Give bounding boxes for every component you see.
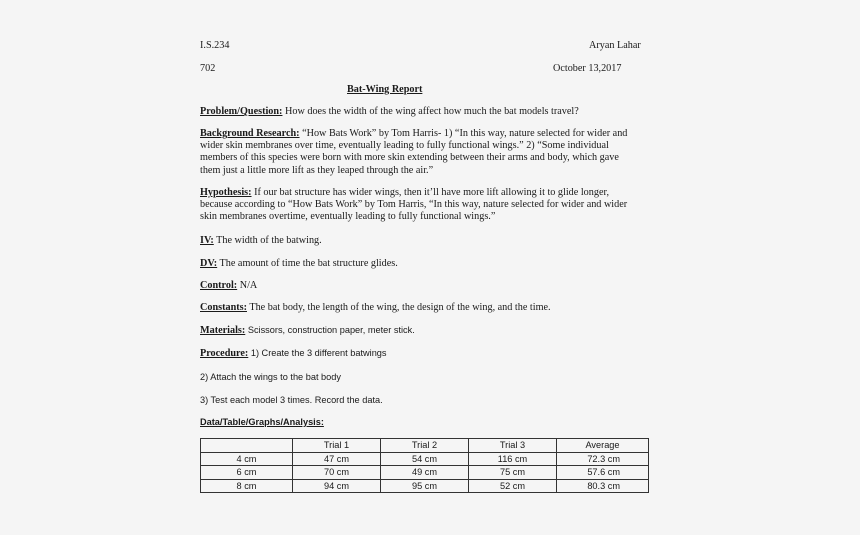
dv-text: The amount of time the bat structure glides. xyxy=(217,258,398,269)
section-number: 702 xyxy=(200,63,216,74)
constants-label: Constants: xyxy=(200,302,247,313)
iv-label: IV: xyxy=(200,235,214,246)
table-cell: 80.3 cm xyxy=(557,479,649,493)
course-code: I.S.234 xyxy=(200,40,230,51)
background-section xyxy=(200,128,660,177)
control-text: N/A xyxy=(237,280,258,291)
problem-label: Problem/Question: xyxy=(200,106,283,117)
hypothesis-label: Hypothesis: xyxy=(200,187,252,198)
procedure-step: 1) Create the 3 different batwings xyxy=(248,348,387,358)
background-line: them just a little more lift as they leaped through the air.” xyxy=(200,164,434,176)
iv-text: The width of the batwing. xyxy=(213,235,322,246)
dv-section xyxy=(200,258,660,270)
table-cell: 94 cm xyxy=(293,479,381,493)
background-line: members of this species were born with more skin extending between their arms and body, which gave xyxy=(200,152,619,164)
table-cell: 4 cm xyxy=(201,452,293,466)
table-cell: 54 cm xyxy=(381,452,469,466)
author-name: Aryan Lahar xyxy=(589,40,641,51)
table-cell: 6 cm xyxy=(201,466,293,480)
header-cell: Trial 3 xyxy=(469,439,557,453)
constants-text: The bat body, the length of the wing, the design of the wing, and the time. xyxy=(246,302,551,313)
problem-section xyxy=(200,106,660,118)
problem-text: How does the width of the wing affect how much the bat models travel? xyxy=(282,106,579,117)
constants-section xyxy=(200,302,660,314)
table-cell: 49 cm xyxy=(381,466,469,480)
data-table xyxy=(200,438,649,493)
hypothesis-line: If our bat structure has wider wings, then it’ll have more lift allowing it to glide longer, xyxy=(251,187,609,198)
background-line: “How Bats Work” by Tom Harris- 1) “In this way, nature selected for wider and xyxy=(299,128,628,139)
table-cell: 52 cm xyxy=(469,479,557,493)
iv-section xyxy=(200,235,660,247)
hypothesis-line: because according to “How Bats Work” by Tom Harris, “In this way, nature selected for wider and wider xyxy=(200,199,628,211)
materials-section xyxy=(200,324,660,337)
report-date: October 13,2017 xyxy=(553,63,622,74)
hypothesis-line: skin membranes overtime, eventually leading to fully functional wings.” xyxy=(200,211,496,223)
table-cell: 57.6 cm xyxy=(557,466,649,480)
table-cell: 75 cm xyxy=(469,466,557,480)
table-row xyxy=(201,466,649,480)
header-cell: Trial 1 xyxy=(293,439,381,453)
materials-label: Materials: xyxy=(200,325,246,336)
header-cell: Trial 2 xyxy=(381,439,469,453)
control-label: Control: xyxy=(200,280,238,291)
procedure-step: 3) Test each model 3 times. Record the data. xyxy=(200,395,383,405)
procedure-label: Procedure: xyxy=(200,348,249,359)
table-cell: 70 cm xyxy=(293,466,381,480)
report-title: Bat-Wing Report xyxy=(347,84,423,95)
dv-label: DV: xyxy=(200,258,218,269)
control-section xyxy=(200,280,660,292)
data-label: Data/Table/Graphs/Analysis: xyxy=(200,417,324,427)
table-row xyxy=(201,479,649,493)
table-cell: 95 cm xyxy=(381,479,469,493)
hypothesis-section xyxy=(200,187,660,224)
header-cell: Average xyxy=(557,439,649,453)
background-label: Background Research: xyxy=(200,128,300,139)
table-header-row xyxy=(201,439,649,453)
table-row xyxy=(201,452,649,466)
table-cell: 47 cm xyxy=(293,452,381,466)
procedure-section xyxy=(200,347,660,360)
header-cell xyxy=(201,439,293,453)
background-line: wider skin membranes over time, eventually leading to fully functional wings.” 2) “Some individual xyxy=(200,140,609,152)
procedure-step: 2) Attach the wings to the bat body xyxy=(200,372,341,382)
table-cell: 8 cm xyxy=(201,479,293,493)
table-cell: 116 cm xyxy=(469,452,557,466)
table-cell: 72.3 cm xyxy=(557,452,649,466)
materials-text: Scissors, construction paper, meter stick. xyxy=(245,325,415,335)
